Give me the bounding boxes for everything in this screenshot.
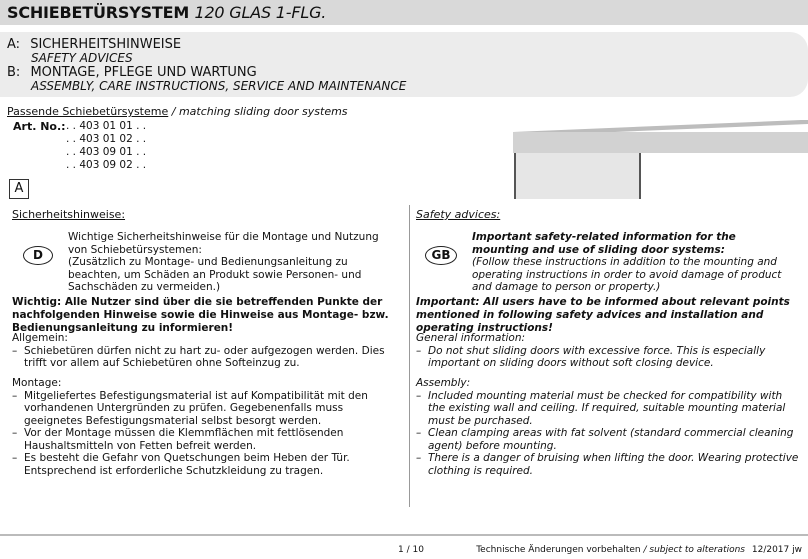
list-item: – Es besteht die Gefahr von Quetschungen beim Heben der Tür. Entsprechend ist erforderliche Schutzkleidung zu tragen. (12, 452, 404, 477)
en-intro-note: (Follow these instructions in addition to the mounting and operating instructions in order to avoid damage of product and damage to person or property.) (472, 256, 782, 293)
de-intro-bold: Wichtige Sicherheitshinweise für die Montage und Nutzung von Schiebetürsystemen: (68, 231, 379, 256)
de-assembly-heading: Montage: (12, 377, 62, 389)
footer-divider (0, 534, 808, 536)
column-divider (409, 205, 410, 507)
list-item: – Vor der Montage müssen die Klemmflächen mit fettlösenden Haushaltsmitteln von Fetten befreit werden. (12, 427, 404, 452)
article-number-list (66, 120, 146, 172)
footer-notice (476, 545, 802, 555)
article-number: . . 403 01 02 . . (66, 133, 147, 145)
rail-body (513, 132, 808, 153)
section-b-subtitle: ASSEMBLY, CARE INSTRUCTIONS, SERVICE AND MAINTENANCE (31, 79, 407, 93)
article-number-label: Art. No.: (13, 120, 66, 133)
de-warning: Wichtig: Alle Nutzer sind über die sie betreffenden Punkte der nachfolgenden Hinweise sowie die Hinweise aus Montage- bzw. Bedienungsanleitung zu informieren! (12, 296, 389, 334)
section-a-heading (7, 37, 181, 52)
de-assembly-block (12, 377, 404, 477)
article-number: . . 403 09 01 . . (66, 146, 147, 158)
en-assembly-heading: Assembly: (416, 377, 471, 389)
en-intro (472, 231, 792, 294)
sliding-door-illustration (505, 120, 808, 200)
article-number: . . 403 09 02 . . (66, 159, 147, 171)
title-main: SCHIEBETÜRSYSTEM (7, 3, 190, 22)
section-a-subtitle: SAFETY ADVICES (31, 51, 133, 65)
matching-systems-en: / matching sliding door systems (171, 105, 348, 118)
glass-door-panel (515, 153, 640, 199)
en-general-heading: General information: (416, 332, 526, 344)
de-intro (68, 231, 398, 294)
footer-changes-en: / subject to alterations (643, 545, 745, 555)
section-a-box: A (9, 179, 29, 199)
list-item: – Do not shut sliding doors with excessive force. This is especially important on sliding doors without soft closing device. (416, 345, 800, 370)
language-tag-gb: GB (425, 246, 457, 265)
en-warning: Important: All users have to be informed about relevant points mentioned in following safety advices and installation and operating instructions! (416, 296, 790, 334)
section-b-title: MONTAGE, PFLEGE UND WARTUNG (30, 65, 257, 80)
en-heading: Safety advices: (416, 208, 501, 221)
list-item: – Included mounting material must be checked for compatibility with the existing wall and ceiling. If required, suitable mounting material must be purchased. (416, 390, 800, 428)
en-general-block (416, 332, 800, 370)
title-sub: 120 GLAS 1-FLG. (194, 3, 327, 22)
list-item: – There is a danger of bruising when lifting the door. Wearing protective clothing is required. (416, 452, 800, 477)
section-a-letter: A: (7, 37, 21, 52)
page-number: 1 / 10 (398, 545, 424, 555)
list-item: – Schiebetüren dürfen nicht zu hart zu- oder aufgezogen werden. Dies trifft vor allem auf Schiebetüren ohne Softeinzug zu. (12, 345, 404, 370)
de-general-block (12, 332, 404, 370)
en-intro-bold: Important safety-related information for the mounting and use of sliding door systems: (472, 231, 736, 256)
list-item: – Clean clamping areas with fat solvent (standard commercial cleaning agent) before mounting. (416, 427, 800, 452)
de-intro-note: (Zusätzlich zu Montage- und Bedienungsanleitung zu beachten, um Schäden an Produkt sowie Personen- und Sachschäden zu vermeiden.) (68, 256, 362, 293)
language-tag-de: D (23, 246, 53, 265)
matching-systems-line (7, 105, 348, 118)
de-general-heading: Allgemein: (12, 332, 68, 344)
list-item: – Mitgeliefertes Befestigungsmaterial ist auf Kompatibilität mit den vorhandenen Untergründen zu prüfen. Gegebenenfalls muss geeignetes Befestigungsmaterial selbst besorgt werden. (12, 390, 404, 428)
document-title (7, 3, 326, 22)
de-heading: Sicherheitshinweise: (12, 208, 126, 221)
en-assembly-block (416, 377, 800, 477)
article-number: . . 403 01 01 . . (66, 120, 147, 132)
matching-systems-de: Passende Schiebetürsysteme (7, 105, 169, 118)
section-b-heading (7, 65, 257, 80)
section-a-title: SICHERHEITSHINWEISE (30, 37, 182, 52)
footer-changes-de: Technische Änderungen vorbehalten (476, 545, 641, 555)
footer-date: 12/2017 jw (751, 545, 802, 555)
section-b-letter: B: (7, 65, 21, 80)
